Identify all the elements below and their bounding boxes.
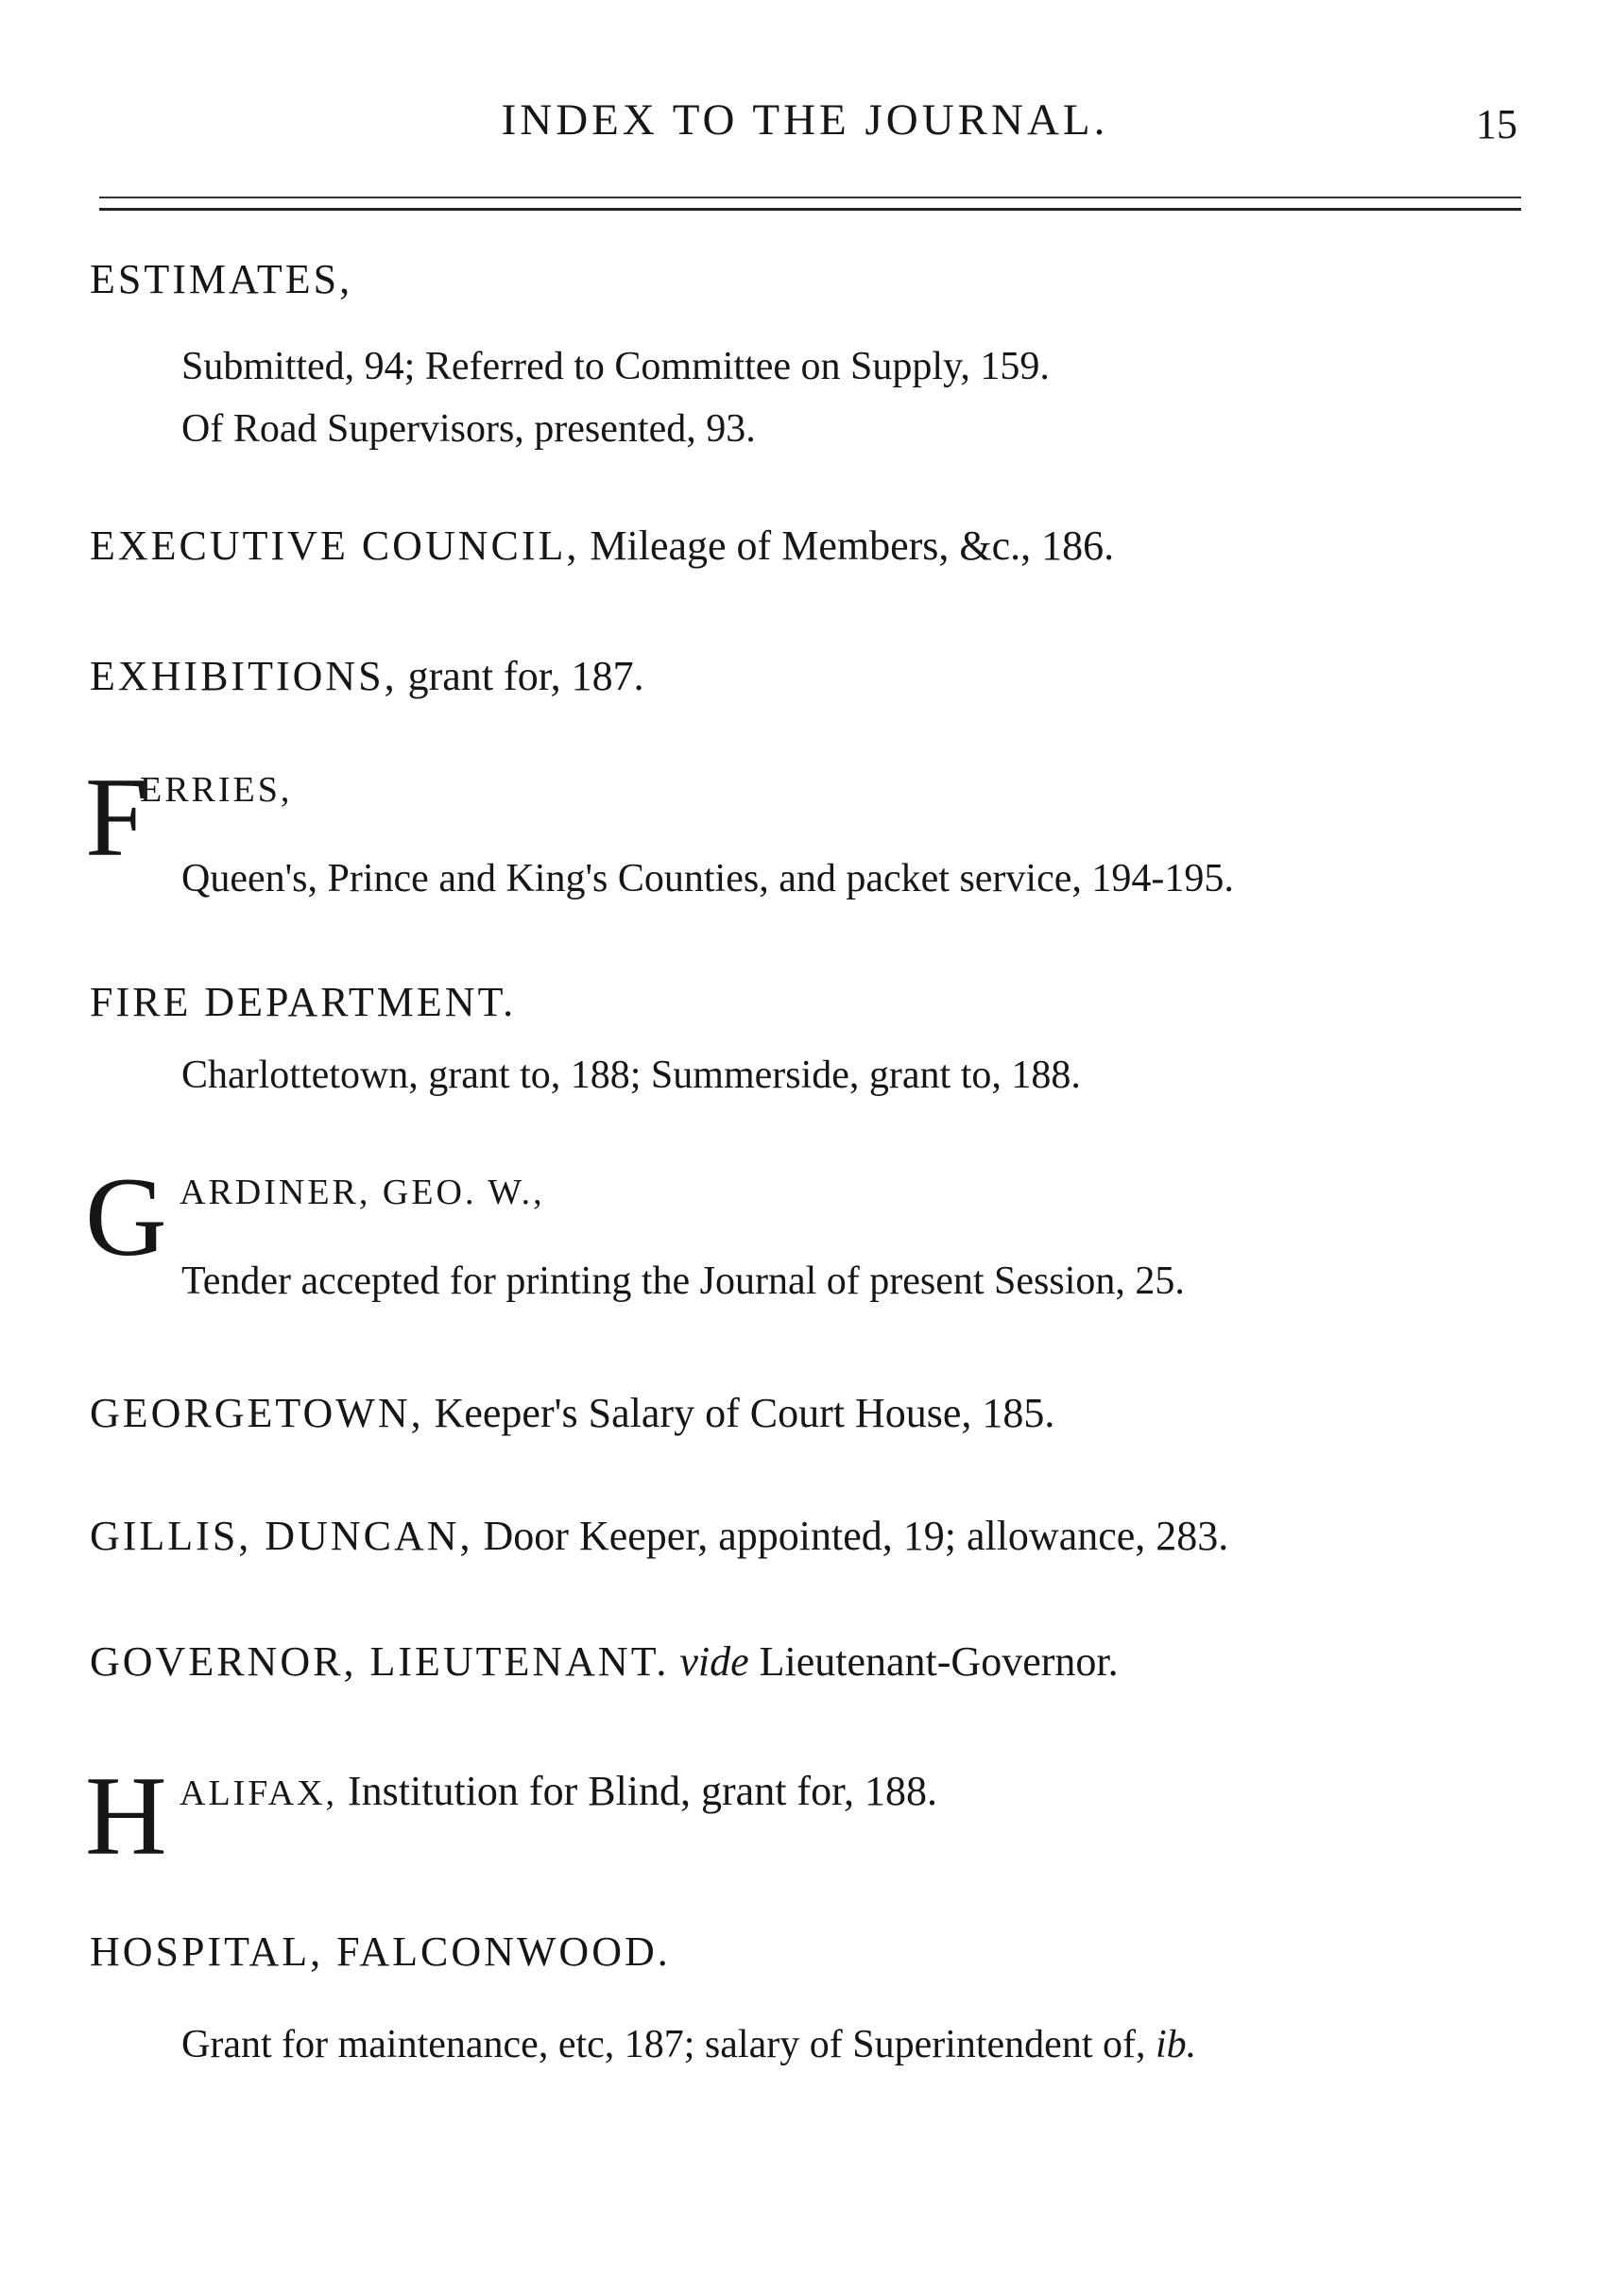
header-rule-thin bbox=[99, 197, 1521, 198]
page-title: INDEX TO THE JOURNAL. bbox=[501, 95, 1109, 145]
entry-sub-hospital-ib: ib. bbox=[1155, 2023, 1197, 2066]
entry-sub-estimates-1: Submitted, 94; Referred to Committee on Supply, 159. bbox=[181, 345, 1050, 388]
entry-sub-ferries-1: Queen's, Prince and King's Counties, and packet service, 194-195. bbox=[181, 857, 1234, 900]
entry-sub-hospital-text: Grant for maintenance, etc, 187; salary of Superintendent of, bbox=[181, 2023, 1146, 2066]
entry-text-exhibitions: grant for, 187. bbox=[407, 653, 644, 699]
dropcap-g: G bbox=[85, 1154, 167, 1279]
entry-vide-governor: vide bbox=[679, 1638, 749, 1685]
entry-heading-estimates: ESTIMATES, bbox=[90, 256, 353, 302]
dropcap-f: F bbox=[85, 754, 148, 880]
entry-heading-executive-council: EXECUTIVE COUNCIL, bbox=[90, 523, 580, 569]
entry-heading-gillis: GILLIS, DUNCAN, bbox=[90, 1513, 473, 1559]
entry-heading-fire-department: FIRE DEPARTMENT. bbox=[90, 979, 517, 1025]
header-rule-thick bbox=[99, 208, 1521, 211]
entry-text-governor: Lieutenant-Governor. bbox=[759, 1638, 1119, 1685]
entry-heading-gardiner: ARDINER, GEO. W., bbox=[180, 1173, 545, 1212]
entry-heading-georgetown: GEORGETOWN, bbox=[90, 1390, 424, 1436]
entry-text-georgetown: Keeper's Salary of Court House, 185. bbox=[434, 1390, 1055, 1436]
entry-text-gillis: Door Keeper, appointed, 19; allowance, 283. bbox=[483, 1513, 1229, 1559]
running-head bbox=[0, 94, 1610, 151]
entry-georgetown bbox=[90, 1389, 1054, 1437]
entry-gillis bbox=[90, 1512, 1228, 1560]
page-number: 15 bbox=[1476, 101, 1517, 147]
entry-sub-estimates-2: Of Road Supervisors, presented, 93. bbox=[181, 407, 756, 451]
entry-exhibitions bbox=[90, 652, 644, 700]
entry-heading-halifax: ALIFAX, bbox=[180, 1773, 338, 1813]
entry-sub-hospital bbox=[181, 2022, 1196, 2067]
entry-halifax bbox=[180, 1767, 937, 1815]
entry-heading-ferries: ERRIES, bbox=[140, 770, 293, 810]
entry-heading-exhibitions: EXHIBITIONS, bbox=[90, 653, 398, 699]
entry-heading-governor: GOVERNOR, LIEUTENANT. bbox=[90, 1638, 670, 1685]
entry-heading-hospital: HOSPITAL, FALCONWOOD. bbox=[90, 1928, 671, 1975]
entry-sub-fire-department-1: Charlottetown, grant to, 188; Summerside, grant to, 188. bbox=[181, 1054, 1081, 1097]
dropcap-h: H bbox=[85, 1753, 167, 1878]
entry-sub-gardiner-1: Tender accepted for printing the Journal of present Session, 25. bbox=[181, 1259, 1185, 1303]
entry-text-executive-council: Mileage of Members, &c., 186. bbox=[590, 523, 1115, 569]
entry-governor bbox=[90, 1637, 1119, 1686]
entry-text-halifax: Institution for Blind, grant for, 188. bbox=[348, 1768, 937, 1814]
entry-executive-council bbox=[90, 522, 1114, 570]
